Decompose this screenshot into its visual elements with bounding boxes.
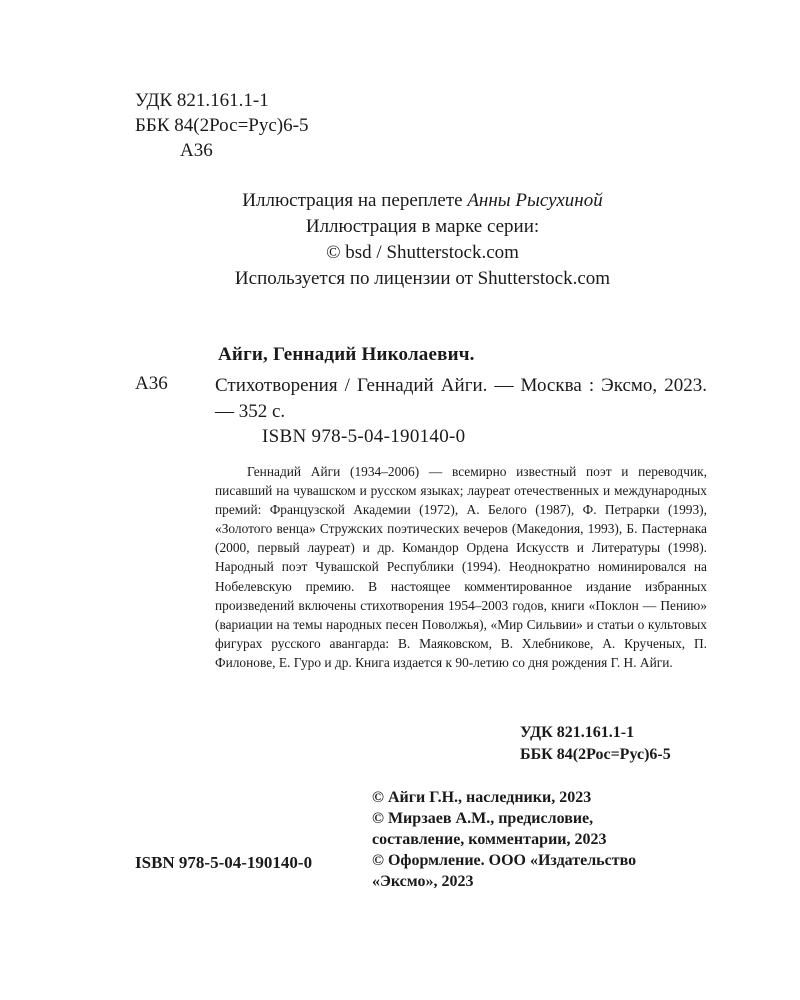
series-illustration-credit: © bsd / Shutterstock.com (326, 242, 519, 263)
record-author: Айги, Геннадий Николаевич. (218, 344, 475, 365)
license-note: Используется по лицензии от Shutterstock.com (234, 268, 611, 289)
record-udk: УДК 821.161.1-1 (520, 724, 635, 741)
record-annotation: Геннадий Айги (1934–2006) — всемирно известный поэт и переводчик, писавший на чувашском и русском языках; лауреат отечественных и международных премий: Французской Академии (1972), А. Белого (1987), Ф. Петрарки (1993), «Золотого венца» Стружских поэтических вечеров (Македония, 1993), Б. Пастернака (2000, первый лауреат) и др. Командор Ордена Искусств и Литературы (1998). Народный поэт Чувашской Республики (1994). Неоднократно номинировался на Нобелевскую премию. В настоящее комментированное издание избранных произведений включены стихотворения 1954–2003 годов, книги «Поклон — Пению» (вариации на темы народных песен Поволжья), «Мир Сильвии» и статьи о культовых фигурах русского авангарда: В. Маяковском, В. Хлебникове, А. Крученых, П. Филонове, Е. Гуро и др. Книга издается к 90-летию со дня рождения Г. Н. Айги. (215, 464, 707, 670)
bbk-code: ББК 84(2Рос=Рус)6-5 (135, 115, 309, 136)
record-author-mark: А36 (135, 373, 168, 394)
copyright-block (372, 787, 636, 892)
copyright-line-5: «Эксмо», 2023 (372, 873, 474, 890)
copyright-line-2: © Мирзаев А.М., предисловие, (372, 810, 594, 827)
udk-code: УДК 821.161.1-1 (135, 90, 269, 111)
credit-prefix: Иллюстрация на переплете (242, 190, 468, 211)
record-bbk: ББК 84(2Рос=Рус)6-5 (520, 746, 671, 763)
classification-codes (135, 88, 308, 163)
copyright-line-1: © Айги Г.Н., наследники, 2023 (372, 789, 592, 806)
record-isbn: ISBN 978-5-04-190140-0 (262, 426, 466, 447)
record-codes (520, 722, 671, 766)
record-title-info: Стихотворения / Геннадий Айги. — Москва : Эксмо, 2023. — 352 с. (215, 375, 707, 422)
illustration-credits (150, 188, 695, 292)
footer-isbn: ISBN 978-5-04-190140-0 (135, 853, 313, 872)
series-illustration-label: Иллюстрация в марке серии: (305, 216, 540, 237)
illustrator-name: Анны Рысухиной (467, 190, 603, 211)
copyright-line-3: составление, комментарии, 2023 (372, 831, 607, 848)
cover-illustration-credit (150, 188, 695, 214)
copyright-line-4: © Оформление. ООО «Издательство (372, 852, 637, 869)
author-mark: А36 (180, 140, 213, 161)
